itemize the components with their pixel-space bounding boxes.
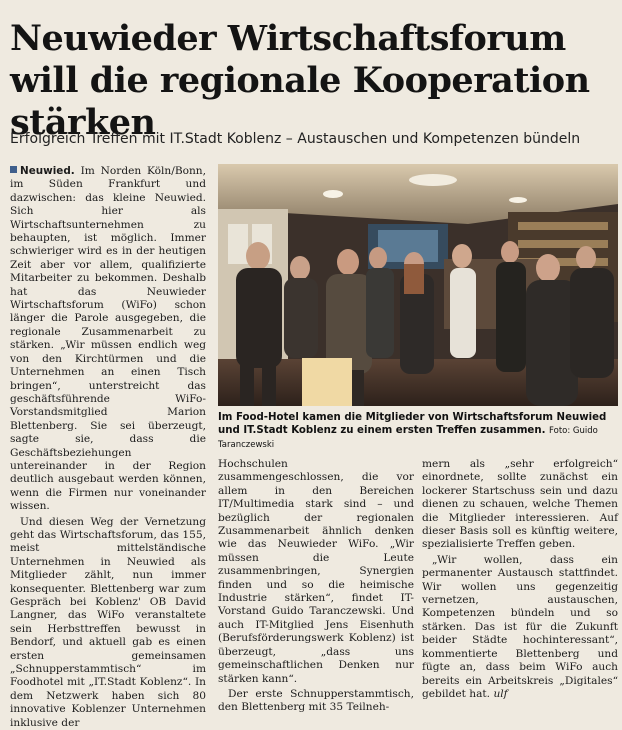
paragraph-1-text: Im Norden Köln/Bonn, im Süden Frankfurt und dazwischen: das kleine Neuwied. Sich hier als Wirtschaftsunternehmen zu behaupten, ist möglich. Immer schwieriger wird es in der heutigen Zeit aber vor allem, qualifizierte Mitarbeiter zu bekommen. Deshalb hat das Neuwieder Wirtschaftsforum (WiFo) schon länger die Parole ausgegeben, die regionale Zusammenarbeit zu stärken. „Wir müssen endlich weg von den Kirchtürmen und die Unternehmen an einen Tisch bringen“, unterstreicht das geschäftsführende WiFo-Vorstandsmitglied Marion Blettenberg. Sie sei überzeugt, sagte sie, dass die Geschäftsbeziehungen untereinander in der Region deutlich ausgebaut werden können, wenn die Firmen nur voneinander wissen. [10, 165, 206, 513]
paragraph-2: Und diesen Weg der Vernetzung geht das Wirtschaftsforum, das 155, meist mittelständische Unternehmen in Neuwied als Mitglieder zählt, nun immer konsequenter. Blettenberg war zum Gespräch bei Koblenz' OB David Langner, das WiFo veranstaltete sein Herbsttreffen bewusst in Bendorf, und aktuell gab es einen ersten gemeinsamen „Schnupperstammtisch“ im Foodhotel mit „IT.Stadt Koblenz“. In dem Netzwerk haben sich 80 innovative Koblenzer Unternehmen inklusive der [10, 515, 206, 729]
paragraph-4 [422, 554, 618, 701]
text-column-3 [422, 458, 618, 706]
photo-caption-text: Im Food-Hotel kamen die Mitglieder von Wirtschaftsforum Neuwied und IT.Stadt Koblenz zu einem ersten Treffen zusammen. [218, 412, 607, 436]
text-column-2 [218, 458, 414, 714]
author-initials: ulf [493, 687, 508, 700]
paragraph-4-text: „Wir wollen, dass ein permanenter Austausch stattfindet. Wir wollen uns gegenzeitig vernetzen, austauschen, Kompetenzen bündeln und so stärken. Das ist für die Zukunft beider Städte hochinteressant“, kommentierte Blettenberg und fügte an, dass beim WiFo auch bereits ein Arbeitskreis „Digitales“ gebildet hat. [422, 553, 618, 700]
dateline: Neuwied. [20, 165, 75, 177]
photo-caption [218, 411, 618, 452]
photo-credit: Foto: Guido Taranczewski [218, 426, 598, 450]
meeting-photo-image [218, 164, 618, 406]
paragraph-3-start: Der erste Schnupperstammtisch, den Blettenberg mit 35 Teilneh- [218, 687, 414, 714]
headline: Neuwieder Wirtschaftsforum will die regionale Kooperation stärken [10, 18, 590, 143]
paragraph-3-continued: mern als „sehr erfolgreich“ einordnete, sollte zunächst ein lockerer Startschuss sein und dazu dienen zu schauen, welche Themen die Mitglieder interessieren. Auf dieser Basis soll es künftig weitere, spezialisierte Treffen geben. [422, 458, 618, 551]
subheadline: Erfolgreich Treffen mit IT.Stadt Koblenz – Austauschen und Kompetenzen bündeln [10, 131, 581, 147]
text-column-1 [10, 165, 206, 729]
dateline-marker-icon [10, 166, 17, 173]
paragraph-1 [10, 165, 206, 514]
paragraph-2-continued: Hochschulen zusammengeschlossen, die vor allem in den Bereichen IT/Multimedia stark sind – und bezüglich der regionalen Zusammenarbeit ähnlich denken wie das Neuwieder WiFo. „Wir müssen die Leute zusammenbringen, Synergien finden und so die heimische Industrie stärken“, findet IT-Vorstand Guido Taranczewski. Und auch IT-Mitglied Jens Eisenhuth (Berufsförderungswerk Koblenz) ist überzeugt, „dass uns gemeinschaftlichen Denken nur stärken kann“. [218, 458, 414, 685]
article-photo [218, 164, 618, 406]
